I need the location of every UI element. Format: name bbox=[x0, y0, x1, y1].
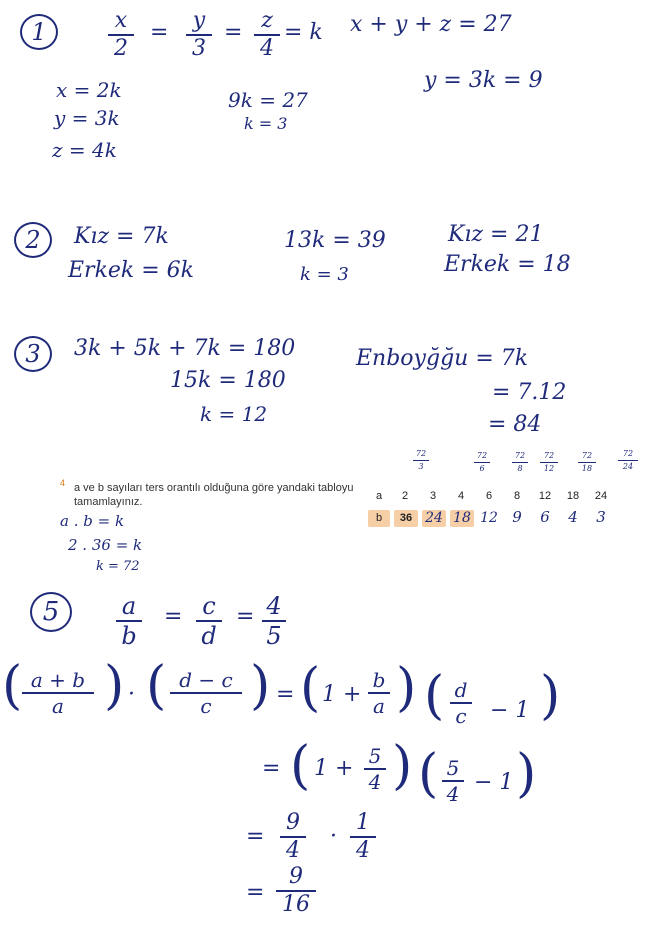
hint-72-over-12: 72 12 bbox=[540, 452, 558, 473]
fifteen-k: 15k = 180 bbox=[170, 368, 286, 393]
equals-sign: = bbox=[150, 20, 169, 45]
fraction-a-over-b: a b bbox=[116, 594, 142, 648]
mid-k: k = 3 bbox=[244, 114, 288, 133]
equals-sign: = bbox=[224, 20, 243, 45]
work-k-72: k = 72 bbox=[96, 559, 140, 574]
mid-9k: 9k = 27 bbox=[228, 88, 308, 112]
fraction-d-minus-c-over-c: d − c c bbox=[170, 670, 242, 716]
paren-close: ) bbox=[250, 656, 271, 716]
boys-18: Erkek = 18 bbox=[444, 252, 571, 277]
multiply-dot: · bbox=[128, 682, 135, 707]
work-ab-k: a . b = k bbox=[60, 512, 125, 530]
table-b-cell: 36 bbox=[399, 512, 413, 524]
paren-close: ) bbox=[396, 658, 417, 718]
paren-open: ( bbox=[2, 656, 23, 716]
line-z: z = 4k bbox=[52, 138, 117, 162]
line-x: x = 2k bbox=[56, 78, 122, 102]
paren-close: ) bbox=[516, 744, 537, 804]
seven-times-twelve: = 7.12 bbox=[492, 380, 567, 405]
fraction-y-over-3: y 3 bbox=[186, 10, 212, 60]
paren-open: ( bbox=[146, 656, 167, 716]
one-plus: 1 + bbox=[314, 756, 354, 781]
table-b-cell: 18 bbox=[453, 510, 471, 526]
fraction-a-plus-b-over-a: a + b a bbox=[22, 670, 94, 716]
work-2-36: 2 . 36 = k bbox=[68, 536, 143, 554]
multiply-dot: · bbox=[330, 824, 337, 849]
paren-open: ( bbox=[290, 736, 311, 796]
problem-1-number: 1 bbox=[20, 14, 58, 50]
table-a-cell: 18 bbox=[566, 490, 580, 502]
equals-k: = k bbox=[284, 20, 323, 45]
equals-sign: = bbox=[246, 824, 265, 849]
fraction-9-over-16: 9 16 bbox=[276, 866, 316, 916]
fraction-z-over-4: z 4 bbox=[254, 10, 280, 60]
problem-3-number: 3 bbox=[14, 336, 52, 372]
hint-72-over-18: 72 18 bbox=[578, 452, 596, 473]
one-plus: 1 + bbox=[322, 682, 362, 707]
table-b-cell: 4 bbox=[568, 508, 578, 526]
problem-2-number: 2 bbox=[14, 222, 52, 258]
question-4-text: a ve b sayıları ters orantılı olduğuna göre yandaki tabloyu tamamlayınız. bbox=[74, 482, 354, 508]
table-a-cell: 2 bbox=[401, 490, 409, 502]
table-b-cell: 12 bbox=[480, 510, 498, 526]
result-y: y = 3k = 9 bbox=[424, 68, 543, 93]
fraction-4-over-5: 4 5 bbox=[262, 594, 286, 648]
table-a-cell: 3 bbox=[429, 490, 437, 502]
hint-72-over-3: 72 3 bbox=[413, 450, 429, 471]
fraction-9-over-4: 9 4 bbox=[280, 812, 306, 862]
k-equals-12: k = 12 bbox=[200, 402, 268, 426]
fraction-b-over-a: b a bbox=[368, 670, 390, 716]
girls-21: Kız = 21 bbox=[448, 222, 544, 247]
minus-one: − 1 bbox=[474, 770, 514, 795]
table-b-cell: 9 bbox=[512, 508, 522, 526]
paren-open: ( bbox=[424, 666, 445, 726]
sum-13k: 13k = 39 bbox=[284, 228, 386, 253]
problem-5-number: 5 bbox=[30, 592, 72, 632]
equals-sign: = bbox=[236, 604, 255, 629]
hint-72-over-8: 72 8 bbox=[512, 452, 528, 473]
angle-sum: 3k + 5k + 7k = 180 bbox=[74, 336, 296, 361]
fraction-c-over-d: c d bbox=[196, 594, 222, 648]
table-a-header: a bbox=[375, 490, 383, 502]
largest-angle: Enboyğğu = 7k bbox=[356, 346, 529, 371]
table-b-cell: 6 bbox=[540, 508, 550, 526]
table-a-cell: 24 bbox=[594, 490, 608, 502]
table-a-cell: 8 bbox=[513, 490, 521, 502]
equals-sign: = bbox=[164, 604, 183, 629]
fraction-5-over-4: 5 4 bbox=[442, 758, 464, 804]
table-a-cell: 6 bbox=[485, 490, 493, 502]
table-b-header: b bbox=[375, 512, 383, 524]
girls-7k: Kız = 7k bbox=[74, 224, 169, 249]
k-equals-3: k = 3 bbox=[300, 264, 349, 285]
table-b-cell: 3 bbox=[596, 508, 606, 526]
equals-sign: = bbox=[262, 756, 281, 781]
minus-one: − 1 bbox=[490, 698, 530, 723]
equals-sign: = bbox=[246, 880, 265, 905]
equals-sign: = bbox=[276, 682, 295, 707]
fraction-d-over-c: d c bbox=[450, 680, 472, 726]
table-a-cell: 12 bbox=[538, 490, 552, 502]
boys-6k: Erkek = 6k bbox=[68, 258, 195, 283]
fraction-x-over-2: x 2 bbox=[108, 10, 134, 60]
table-a-cell: 4 bbox=[457, 490, 465, 502]
hint-72-over-6: 72 6 bbox=[474, 452, 490, 473]
paren-open: ( bbox=[300, 658, 321, 718]
hint-72-over-24: 72 24 bbox=[618, 450, 638, 471]
question-4-number: 4 bbox=[60, 478, 66, 488]
fraction-1-over-4: 1 4 bbox=[350, 812, 376, 862]
table-b-cell: 24 bbox=[425, 510, 443, 526]
sum-equation: x + y + z = 27 bbox=[350, 12, 512, 37]
paren-open: ( bbox=[418, 744, 439, 804]
fraction-5-over-4: 5 4 bbox=[364, 746, 386, 792]
paren-close: ) bbox=[392, 736, 413, 796]
paren-close: ) bbox=[104, 656, 125, 716]
line-y: y = 3k bbox=[54, 106, 120, 130]
result-84: = 84 bbox=[488, 412, 542, 437]
paren-close: ) bbox=[540, 666, 561, 726]
